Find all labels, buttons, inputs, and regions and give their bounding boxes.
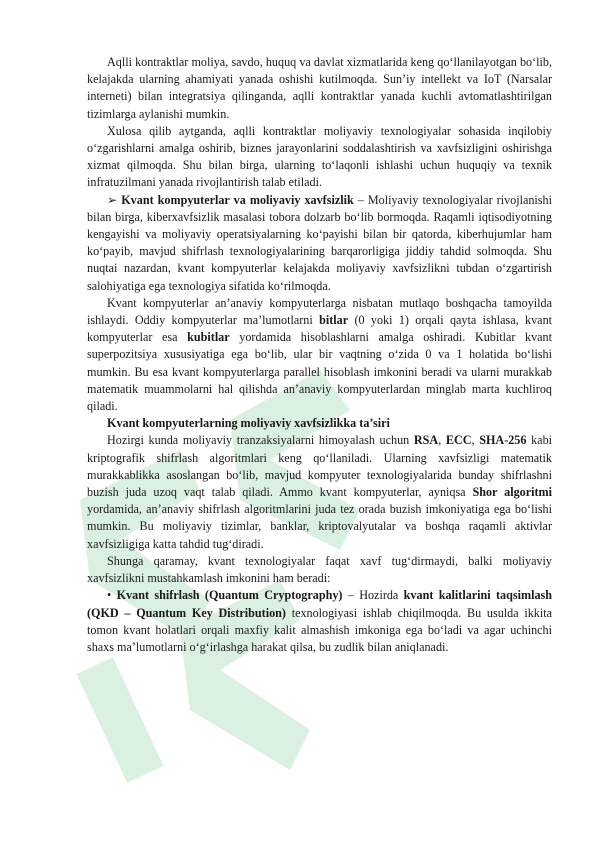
paragraph-cryptography: Hozirgi kunda moliyaviy tranzaksiyalarni himoyalash uchun RSA, ECC, SHA-256 kabi kriptografik shifrlash algoritmlari keng qo‘llaniladi. Ularning xavfsizligi matematik murakkablikka asoslangan bo‘lib, mavjud kompyuter texnologiyalarida bunday shifrlashni buzish juda uzoq vaqt talab qiladi. Ammo kvant kompyuterlar, ayniqsa Shor algoritmi yordamida, an’anaviy shifrlash algoritmlarini juda tez orada buzish imkoniyatiga ega bo‘lishi mumkin. Bu moliyaviy tizimlar, banklar, kriptovalyutalar va boshqa raqamli aktivlar xavfsizligiga katta tahdid tug‘diradi. xyxy=(87,433,553,551)
paragraph-conclusion: Xulosa qilib aytganda, aqlli kontraktlar moliyaviy texnologiyalar sohasida inqilobiy o‘zgarishlarni amalga oshirib, biznes jarayonlarini soddalashtirish va xavfsizligini oshirishga xizmat qilmoqda. Shu bilan birga, ularning to‘laqonli ishlashi uchun huquqiy va texnik infratuzilmani yanada rivojlantirish talab etiladi. xyxy=(87,123,552,190)
paragraph-however: Shunga qaramay, kvant texnologiyalar faqat xavf tug‘dirmaydi, balki moliyaviy xavfsizlikni mustahkamlash imkonini ham beradi: xyxy=(87,553,552,586)
paragraph-quantum-intro: ➢ Kvant kompyuterlar va moliyaviy xavfsizlik – Moliyaviy texnologiyalar rivojlanishi bilan birga, kiberxavfsizlik masalasi tobora dolzarb bo‘lib bormoqda. Raqamli iqtisodiyotning kengayishi va moliyaviy operatsiyalarning ko‘payishi bilan bir qatorda, kiberhujumlar ham ko‘payib, mavjud shifrlash texnologiyalarining barqarorligiga jiddiy tahdid solmoqda. Shu nuqtai nazardan, kvant kompyuterlar kelajakda moliyaviy xavfsizlikni tubdan o‘zgartirish salohiyatiga ega texnologiya sifatida ko‘rilmoqda. xyxy=(87,192,552,293)
list-item-quantum-cryptography: • Kvant shifrlash (Quantum Cryptography) – Hozirda kvant kalitlarini taqsimlash (QKD – Quantum Key Distribution) texnologiyasi ishlab chiqilmoqda. Bu usulda ikkita tomon kvant holatlari orqali maxfiy kalit almashish imkoniga ega bo‘ladi va agar uchinchi shaxs ma’lumotlarni o‘g‘irlashga harakat qilsa, bu zudlik bilan aniqlanadi. xyxy=(87,588,552,654)
paragraph-quantum-principles: Kvant kompyuterlar an’anaviy kompyuterlarga nisbatan mutlaqo boshqacha tamoyilda ishlaydi. Oddiy kompyuterlar ma’lumotlarni bitlar (0 yoki 1) orqali qayta ishlasa, kvant kompyuterlar esa kubitlar yordamida hisoblashlarni amalga oshiradi. Kubitlar kvant superpozitsiya xususiyatiga ega bo‘lib, ular bir vaqtning o‘zida 0 va 1 holatida bo‘lishi mumkin. Bu esa kvant kompyuterlarga parallel hisoblash imkonini beradi va ularni murakkab matematik muammolarni hal qilishda an’anaviy kompyuterlardan minglab marta kuchliroq qiladi. xyxy=(87,295,553,414)
paragraph-smart-contracts: Aqlli kontraktlar moliya, savdo, huquq va davlat xizmatlarida keng qo‘llanilayotgan bo‘lib, kelajakda ularning ahamiyati yanada oshishi kutilmoqda. Sun’iy intellekt va IoT (Narsalar interneti) bilan integratsiya qilinganda, aqlli kontraktlar yanada kuchli avtomatlashtirilgan tizimlarga aylanishi mumkin. xyxy=(87,55,552,121)
section-title-quantum: Kvant kompyuterlar va moliyaviy xavfsizlik xyxy=(121,192,354,207)
bullet-icon: • xyxy=(107,588,112,603)
arrow-bullet-icon: ➢ xyxy=(107,192,118,207)
subheading: Kvant kompyuterlarning moliyaviy xavfsizlikka ta’siri xyxy=(107,416,390,431)
document-body xyxy=(87,54,552,656)
